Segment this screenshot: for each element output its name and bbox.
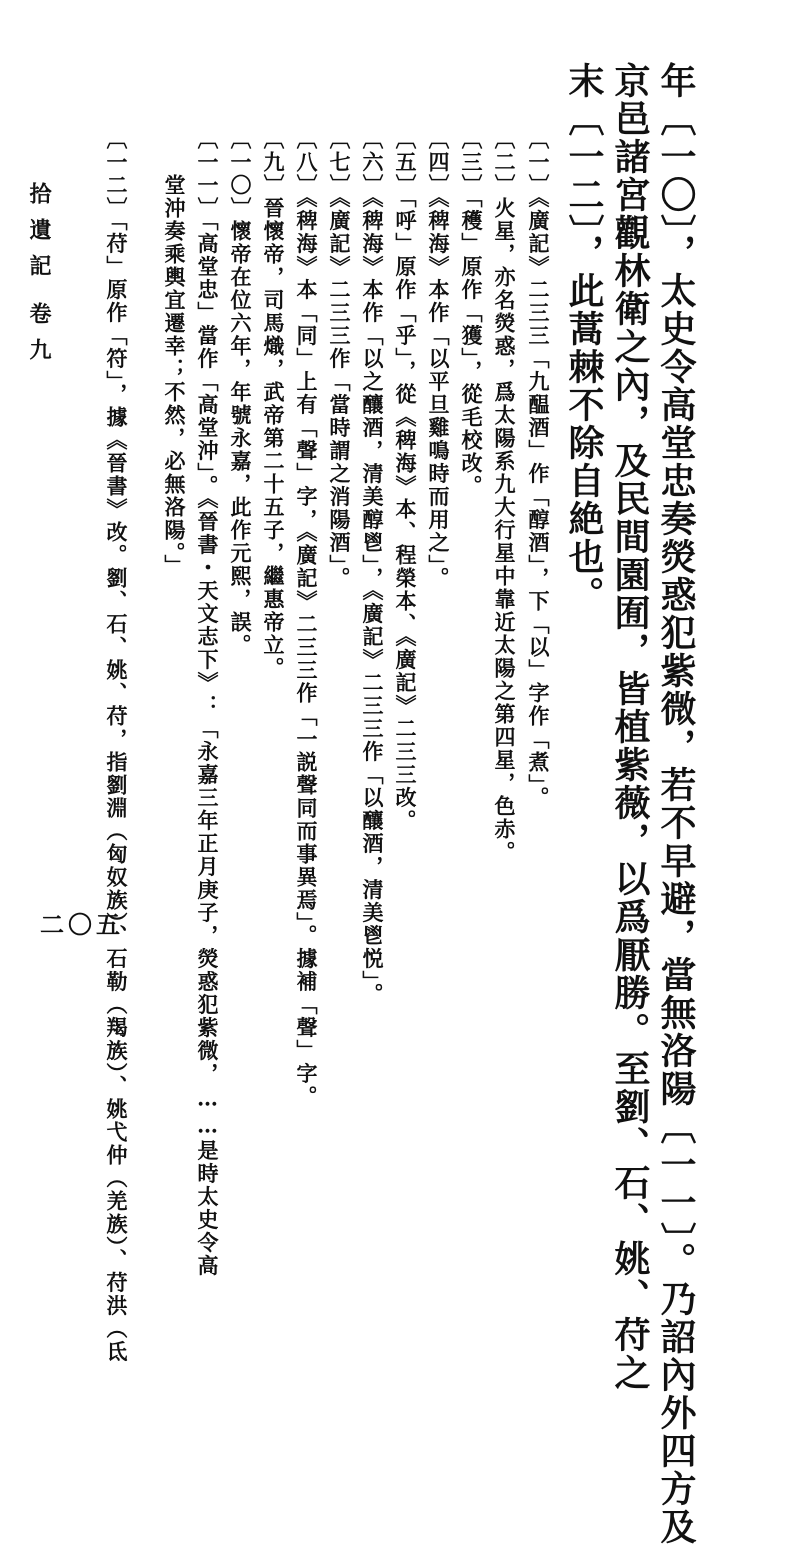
page-number: 二〇五 [40, 910, 124, 939]
note-2: 〔二〕火星，亦名熒惑，爲太陽系九大行星中靠近太陽之第四星，色赤。 [492, 128, 517, 864]
volume-label: 卷九 [26, 302, 52, 374]
note-8: 〔八〕《稗海》本「同」上有「聲」字，《廣記》二三三作「一説聲同而事異焉」。據補「聲」字。 [294, 128, 319, 1109]
note-3: 〔三〕「穫」原作「獲」，從毛校改。 [459, 128, 484, 498]
main-text-column-3: 末〔一二〕，此蒿棘不除自絶也。 [563, 62, 605, 614]
note-1: 〔一〕《廣記》二三三「九醖酒」作「醇酒」，下「以」字作「煮」。 [526, 128, 551, 810]
main-text-column-2: 京邑諸宮觀林衛之內，及民間園囿，皆植紫薇，以爲厭勝。至劉、石、姚、苻之 [609, 62, 651, 1392]
note-5: 〔五〕「呼」原作「乎」，從《稗海》本、程榮本、《廣記》二三三改。 [393, 128, 418, 833]
note-12: 〔一二〕「苻」原作「符」，據《晉書》改。劉、石、姚、苻，指劉淵（匈奴族）、石勒（羯族）、姚弋仲（羌族）、苻洪（氐 [104, 128, 129, 1364]
book-title: 拾遺記 [26, 182, 52, 290]
note-10: 〔一〇〕懷帝在位六年，年號永嘉，此作元熙，誤。 [228, 128, 253, 657]
note-11: 〔一一〕「高堂忠」當作「高堂沖」。《晉書・天文志下》：「永嘉三年正月庚子，熒惑犯紫微，……是時太史令高 [195, 128, 220, 1278]
note-9: 〔九〕晉懷帝，司馬熾，武帝第二十五子，繼惠帝立。 [261, 128, 286, 680]
main-text-column-1: 年〔一〇〕，太史令高堂忠奏熒惑犯紫微，若不早避，當無洛陽〔一一〕。乃詔內外四方及 [655, 62, 697, 1546]
note-6: 〔六〕《稗海》本作「以之釀酒，清美醇鬯」，《廣記》二三三作「以釀酒，清美鬯悦」。 [360, 128, 385, 1006]
note-7: 〔七〕《廣記》二三三作「當時謂之消陽酒」。 [327, 128, 352, 590]
note-11-continuation: 堂沖奏乘輿宜遷幸；不然，必無洛陽。」 [162, 128, 187, 578]
note-4: 〔四〕《稗海》本作「以平旦雞鳴時而用之」。 [426, 128, 451, 590]
